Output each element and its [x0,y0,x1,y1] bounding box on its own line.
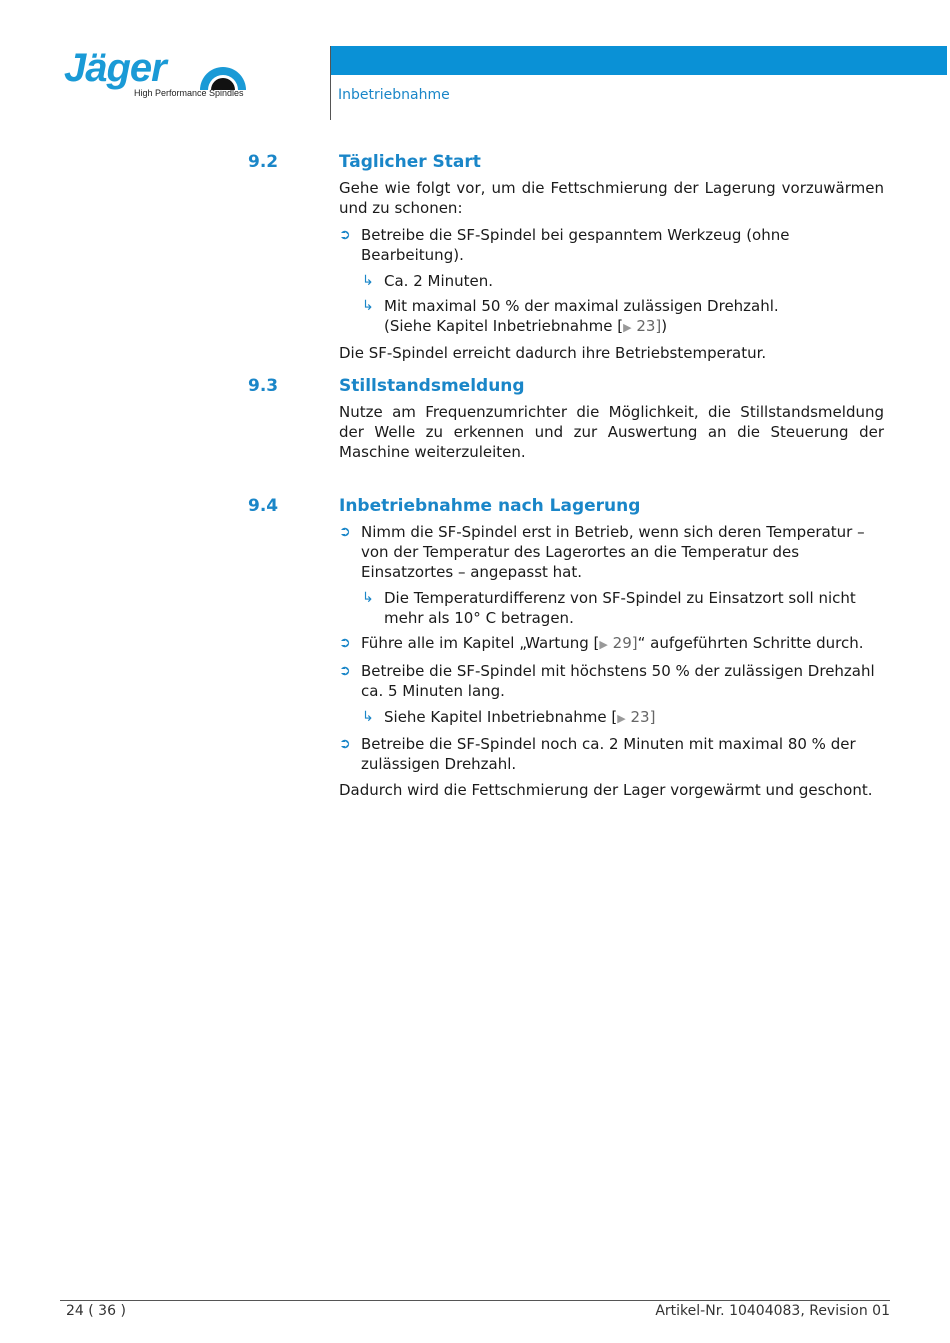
result-arrow-icon: ↳ [362,273,374,289]
instruction-arrow-icon: ➲ [339,227,351,243]
instruction-text: Betreibe die SF-Spindel noch ca. 2 Minuten mit maximal 80 % der zulässigen Drehzahl. [361,735,856,773]
section-9-3 [248,376,888,469]
section-number: 9.3 [248,376,279,396]
header-chapter-title: Inbetriebnahme [338,87,450,103]
result-text: ) [661,317,668,335]
section-heading [248,376,888,402]
instruction-step [339,522,884,582]
instruction-arrow-icon: ➲ [339,635,351,651]
reference-arrow-icon: ▶ [599,638,608,651]
section-title: Stillstandsmeldung [339,376,525,396]
instruction-arrow-icon: ➲ [339,524,351,540]
section-heading [248,152,888,178]
section-number: 9.4 [248,496,279,516]
article-number: Artikel-Nr. 10404083, Revision 01 [655,1303,890,1319]
section-outro: Die SF-Spindel erreicht dadurch ihre Betriebstemperatur. [339,344,767,362]
logo-tagline: High Performance Spindles [134,88,244,98]
section-text: Nutze am Frequenzumrichter die Möglichkeit, die Stillstandsmeldung der Welle zu erkennen und zur Auswertung an die Steuerung der Maschine weiterzuleiten. [339,403,884,461]
result-text: Mit maximal 50 % der maximal zulässigen Drehzahl. [384,297,779,315]
section-9-4 [248,496,888,807]
instruction-step [339,633,884,655]
page-reference-link[interactable]: 23] [630,708,656,726]
result-arrow-icon: ↳ [362,298,374,314]
instruction-text: Führe alle im Kapitel „Wartung [ [361,634,600,652]
footer-divider [60,1300,890,1301]
result-text: Die Temperaturdifferenz von SF-Spindel zu Einsatzort soll nicht mehr als 10° C betragen. [384,589,856,627]
section-number: 9.2 [248,152,279,172]
result-text: Ca. 2 Minuten. [384,272,494,290]
section-9-2 [248,152,888,370]
page-reference-link[interactable]: 29] [612,634,638,652]
reference-arrow-icon: ▶ [623,321,632,334]
result-arrow-icon: ↳ [362,590,374,606]
section-heading [248,496,888,522]
instruction-arrow-icon: ➲ [339,736,351,752]
result-item [339,296,884,338]
section-intro: Gehe wie folgt vor, um die Fettschmierung der Lagerung vorzuwärmen und zu schonen: [339,179,884,217]
result-item [339,707,884,729]
instruction-step [339,661,884,701]
logo-wordmark: Jäger [64,46,166,90]
section-title: Täglicher Start [339,152,481,172]
section-title: Inbetriebnahme nach Lagerung [339,496,641,516]
result-text: (Siehe Kapitel Inbetriebnahme [ [384,317,624,335]
company-logo [64,46,254,106]
instruction-arrow-icon: ➲ [339,663,351,679]
section-outro: Dadurch wird die Fettschmierung der Lager vorgewärmt und geschont. [339,781,873,799]
result-item [339,588,884,628]
result-item [339,271,884,291]
instruction-text: “ aufgeführten Schritte durch. [637,634,864,652]
instruction-step [339,734,884,774]
instruction-text: Nimm die SF-Spindel erst in Betrieb, wenn sich deren Temperatur – von der Temperatur des Lagerortes an die Temperatur des Einsatzortes – angepasst hat. [361,523,865,581]
page-reference-link[interactable]: 23] [636,317,662,335]
result-arrow-icon: ↳ [362,709,374,725]
result-text: Siehe Kapitel Inbetriebnahme [ [384,708,618,726]
spindle-emblem-icon [196,60,250,90]
header-bar [331,46,947,75]
instruction-text: Betreibe die SF-Spindel mit höchstens 50 % der zulässigen Drehzahl ca. 5 Minuten lang. [361,662,875,700]
instruction-text: Betreibe die SF-Spindel bei gespanntem Werkzeug (ohne Bearbeitung). [361,226,790,264]
instruction-step [339,225,884,265]
page-number: 24 ( 36 ) [66,1303,126,1319]
reference-arrow-icon: ▶ [617,712,626,725]
